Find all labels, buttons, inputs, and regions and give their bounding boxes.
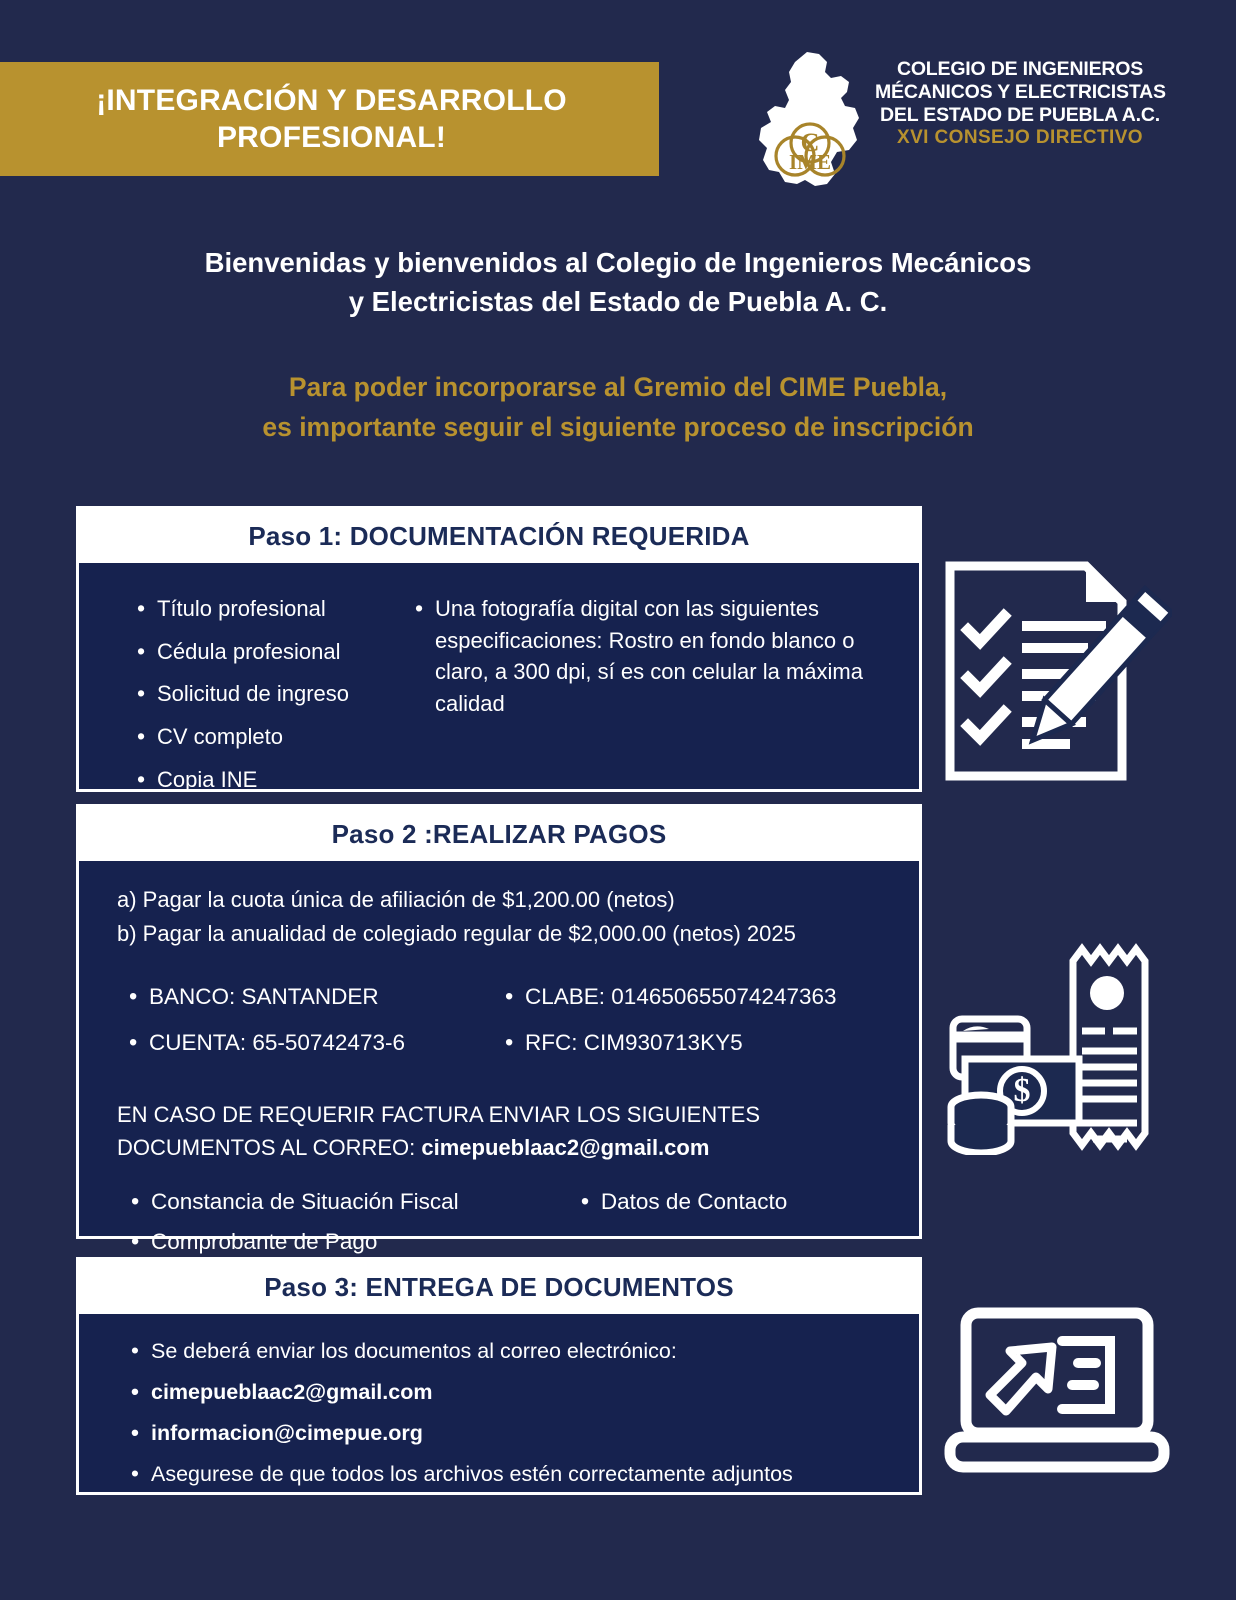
organization-logo — [745, 48, 1165, 194]
org-line-3: DEL ESTADO DE PUEBLA A.C. — [880, 103, 1160, 126]
step-2-title-bar — [79, 807, 919, 861]
list-item: • Asegurese de que todos los archivos estén correctamente adjuntos — [125, 1459, 897, 1490]
bank-left-column — [101, 981, 499, 1072]
checklist-document-pencil-icon — [936, 548, 1172, 788]
step-1-card — [76, 506, 922, 792]
laptop-upload-icon — [944, 1305, 1170, 1475]
invoice-documents — [101, 1186, 897, 1267]
list-item: • Comprobante de Pago — [125, 1226, 515, 1258]
step-3-title-bar — [79, 1260, 919, 1314]
list-item: • CLABE: 014650655074247363 — [499, 981, 897, 1013]
welcome-line-1: Bienvenidas y bienvenidos al Colegio de Ingenieros Mecánicos — [204, 247, 1032, 278]
list-item: • CV completo — [131, 721, 403, 753]
step-2-title: Paso 2 :REALIZAR PAGOS — [331, 819, 667, 849]
contact-email-secondary[interactable]: • informacion@cimepue.org — [125, 1418, 897, 1449]
invoice-docs-left — [101, 1186, 515, 1267]
headline-text — [96, 82, 567, 157]
welcome-line-2: y Electricistas del Estado de Puebla A. C. — [348, 286, 888, 318]
contact-email-primary[interactable]: • cimepueblaac2@gmail.com — [125, 1377, 897, 1408]
step-1-left-column — [103, 593, 403, 806]
subhead-line-1: Para poder incorporarse al Gremio del CIME Puebla, — [288, 372, 948, 402]
list-item: • Una fotografía digital con las siguientes especificaciones: Rostro en fondo blanco o claro, a 300 dpi, sí es con celular la máxima calidad — [409, 593, 895, 720]
invoice-note-prefix: DOCUMENTOS AL CORREO: — [117, 1134, 422, 1160]
list-item: • Título profesional — [131, 593, 403, 625]
organization-name-block — [875, 58, 1165, 150]
list-item: • Cédula profesional — [131, 636, 403, 668]
bank-right-column — [499, 981, 897, 1072]
svg-text:IME: IME — [789, 150, 831, 174]
headline-line-2: PROFESIONAL! — [216, 121, 447, 154]
step-3-title: Paso 3: ENTREGA DE DOCUMENTOS — [264, 1272, 734, 1302]
list-item: • RFC: CIM930713KY5 — [499, 1027, 897, 1059]
svg-text:$: $ — [1013, 1072, 1031, 1109]
step-1-body — [79, 563, 919, 792]
list-item: • Copia INE — [131, 764, 403, 796]
step-2-card — [76, 804, 922, 1255]
list-item: • CUENTA: 65-50742473-6 — [123, 1027, 499, 1059]
step-1-title-bar — [79, 509, 919, 563]
step-1-right-column — [403, 593, 895, 806]
subheading — [0, 367, 1236, 448]
invoice-email: cimepueblaac2@gmail.com — [421, 1134, 710, 1160]
list-item: • Se deberá enviar los documentos al correo electrónico: — [125, 1336, 897, 1367]
step-1-title: Paso 1: DOCUMENTACIÓN REQUERIDA — [248, 521, 750, 551]
payment-money-receipt-icon — [925, 935, 1155, 1155]
step-3-card — [76, 1257, 922, 1495]
org-line-4: XVI CONSEJO DIRECTIVO — [897, 127, 1143, 149]
org-line-1: COLEGIO DE INGENIEROS — [896, 58, 1144, 80]
list-item: • Solicitud de ingreso — [131, 678, 403, 710]
invoice-note-line-1: EN CASO DE REQUERIR FACTURA ENVIAR LOS SIGUIENTES — [117, 1101, 761, 1127]
payment-line-a: a) Pagar la cuota única de afiliación de $1,200.00 (netos) — [117, 887, 675, 912]
puebla-map-icon — [745, 48, 875, 194]
payment-amounts — [101, 883, 897, 951]
step-3-list — [101, 1336, 897, 1490]
org-line-2: MÉCANICOS Y ELECTRICISTAS — [875, 80, 1166, 103]
step-3-body — [79, 1314, 919, 1492]
welcome-heading — [0, 243, 1236, 321]
payment-line-b: b) Pagar la anualidad de colegiado regular de $2,000.00 (netos) 2025 — [117, 921, 796, 947]
step-2-body — [79, 861, 919, 1255]
svg-text:C: C — [800, 128, 820, 157]
subhead-line-2: es importante seguir el siguiente proceso de inscripción — [262, 412, 974, 443]
list-item: • BANCO: SANTANDER — [123, 981, 499, 1013]
headline-banner — [0, 62, 659, 176]
invoice-note — [101, 1098, 897, 1164]
headline-line-1: ¡INTEGRACIÓN Y DESARROLLO — [96, 83, 567, 117]
bank-details — [101, 981, 897, 1072]
list-item: • Constancia de Situación Fiscal — [125, 1186, 515, 1218]
list-item: • Datos de Contacto — [575, 1186, 897, 1218]
invoice-docs-right — [515, 1186, 897, 1267]
invoice-note-line-2 — [117, 1131, 897, 1164]
